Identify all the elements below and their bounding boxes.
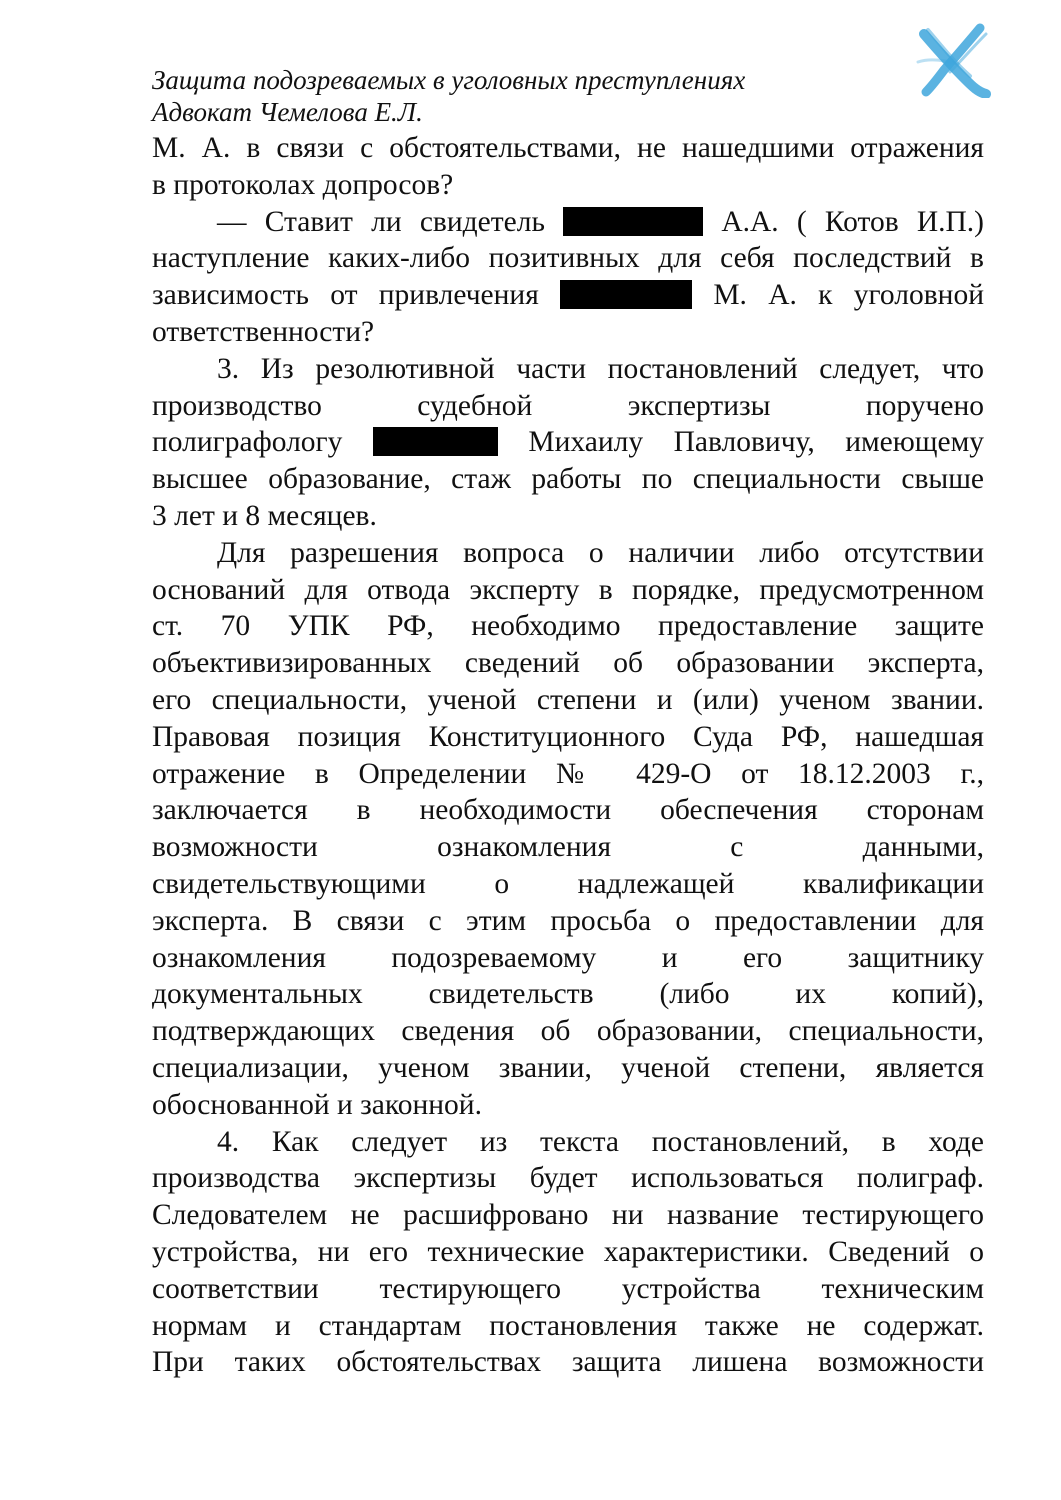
text-line: 3. Из резолютивной части постановлений следует, что — [217, 352, 984, 385]
text-line: 3 лет и 8 месяцев. — [152, 499, 377, 532]
text-line: обоснованной и законной. — [152, 1088, 482, 1121]
text-line: ст. 70 УПК РФ, необходимо предоставление защите — [152, 610, 984, 643]
text-line: Правовая позиция Конституционного Суда РФ, нашедшая — [152, 720, 984, 753]
text-line: нормам и стандартам постановления также не содержат. — [152, 1309, 984, 1342]
text-line: Для разрешения вопроса о наличии либо отсутствии — [217, 536, 984, 569]
page-header — [152, 64, 872, 128]
text-line: документальных свидетельств (либо их копий), — [152, 978, 984, 1011]
document-body — [152, 130, 984, 1381]
text-fragment: зависимость от привлечения — [152, 279, 539, 312]
text-line: Следователем не расшифровано ни название тестирующего — [152, 1199, 984, 1232]
text-line: наступление каких-либо позитивных для себя последствий в — [152, 242, 984, 275]
redaction-bar — [560, 280, 692, 309]
text-line: ответственности? — [152, 315, 375, 348]
text-fragment: М. А. к уголовной — [713, 279, 984, 312]
text-line: соответствии тестирующего устройства техническим — [152, 1272, 984, 1305]
text-line: возможности ознакомления с данными, — [152, 831, 984, 864]
header-practice-area: Защита подозреваемых в уголовных преступлениях — [152, 65, 746, 95]
text-line: отражение в Определении № 429-О от 18.12.2003 г., — [152, 757, 984, 790]
text-line: 4. Как следует из текста постановлений, в ходе — [217, 1125, 984, 1158]
text-line: заключается в необходимости обеспечения сторонам — [152, 794, 984, 827]
text-line: оснований для отвода эксперту в порядке, предусмотренном — [152, 573, 984, 606]
text-line: высшее образование, стаж работы по специальности свыше — [152, 463, 984, 496]
redaction-bar — [373, 427, 498, 456]
text-line: специализации, ученом звании, ученой степени, является — [152, 1051, 984, 1084]
text-fragment: Михаилу Павловичу, имеющему — [528, 426, 985, 459]
text-line: свидетельствующими о надлежащей квалификации — [152, 867, 984, 900]
text-line: эксперта. В связи с этим просьба о предоставлении для — [152, 904, 984, 937]
text-line: подтверждающих сведения об образовании, специальности, — [152, 1015, 984, 1048]
text-line: М. А. в связи с обстоятельствами, не нашедшими отражения — [152, 132, 984, 164]
text-line — [152, 424, 984, 461]
header-lawyer-name: Адвокат Чемелова Е.Л. — [152, 97, 423, 127]
text-line: объективизированных сведений об образовании эксперта, — [152, 647, 984, 680]
text-fragment: полиграфологу — [152, 426, 343, 459]
text-line: его специальности, ученой степени и (или) ученом звании. — [152, 683, 984, 716]
x-brush-mark-icon — [914, 22, 994, 98]
text-fragment: А.А. ( Котов И.П.) — [721, 205, 985, 238]
text-fragment: — Ставит ли свидетель — [217, 205, 545, 238]
redaction-bar — [563, 207, 703, 236]
text-line: При таких обстоятельствах защита лишена возможности — [152, 1346, 984, 1379]
text-line: ознакомления подозреваемому и его защитнику — [152, 941, 984, 974]
text-line — [152, 277, 984, 314]
text-line: в протоколах допросов? — [152, 168, 454, 201]
text-line: производства экспертизы будет использоваться полиграф. — [152, 1162, 984, 1195]
text-line: производство судебной экспертизы поручено — [152, 389, 984, 422]
text-line: устройства, ни его технические характеристики. Сведений о — [152, 1235, 984, 1268]
text-line — [152, 204, 984, 241]
